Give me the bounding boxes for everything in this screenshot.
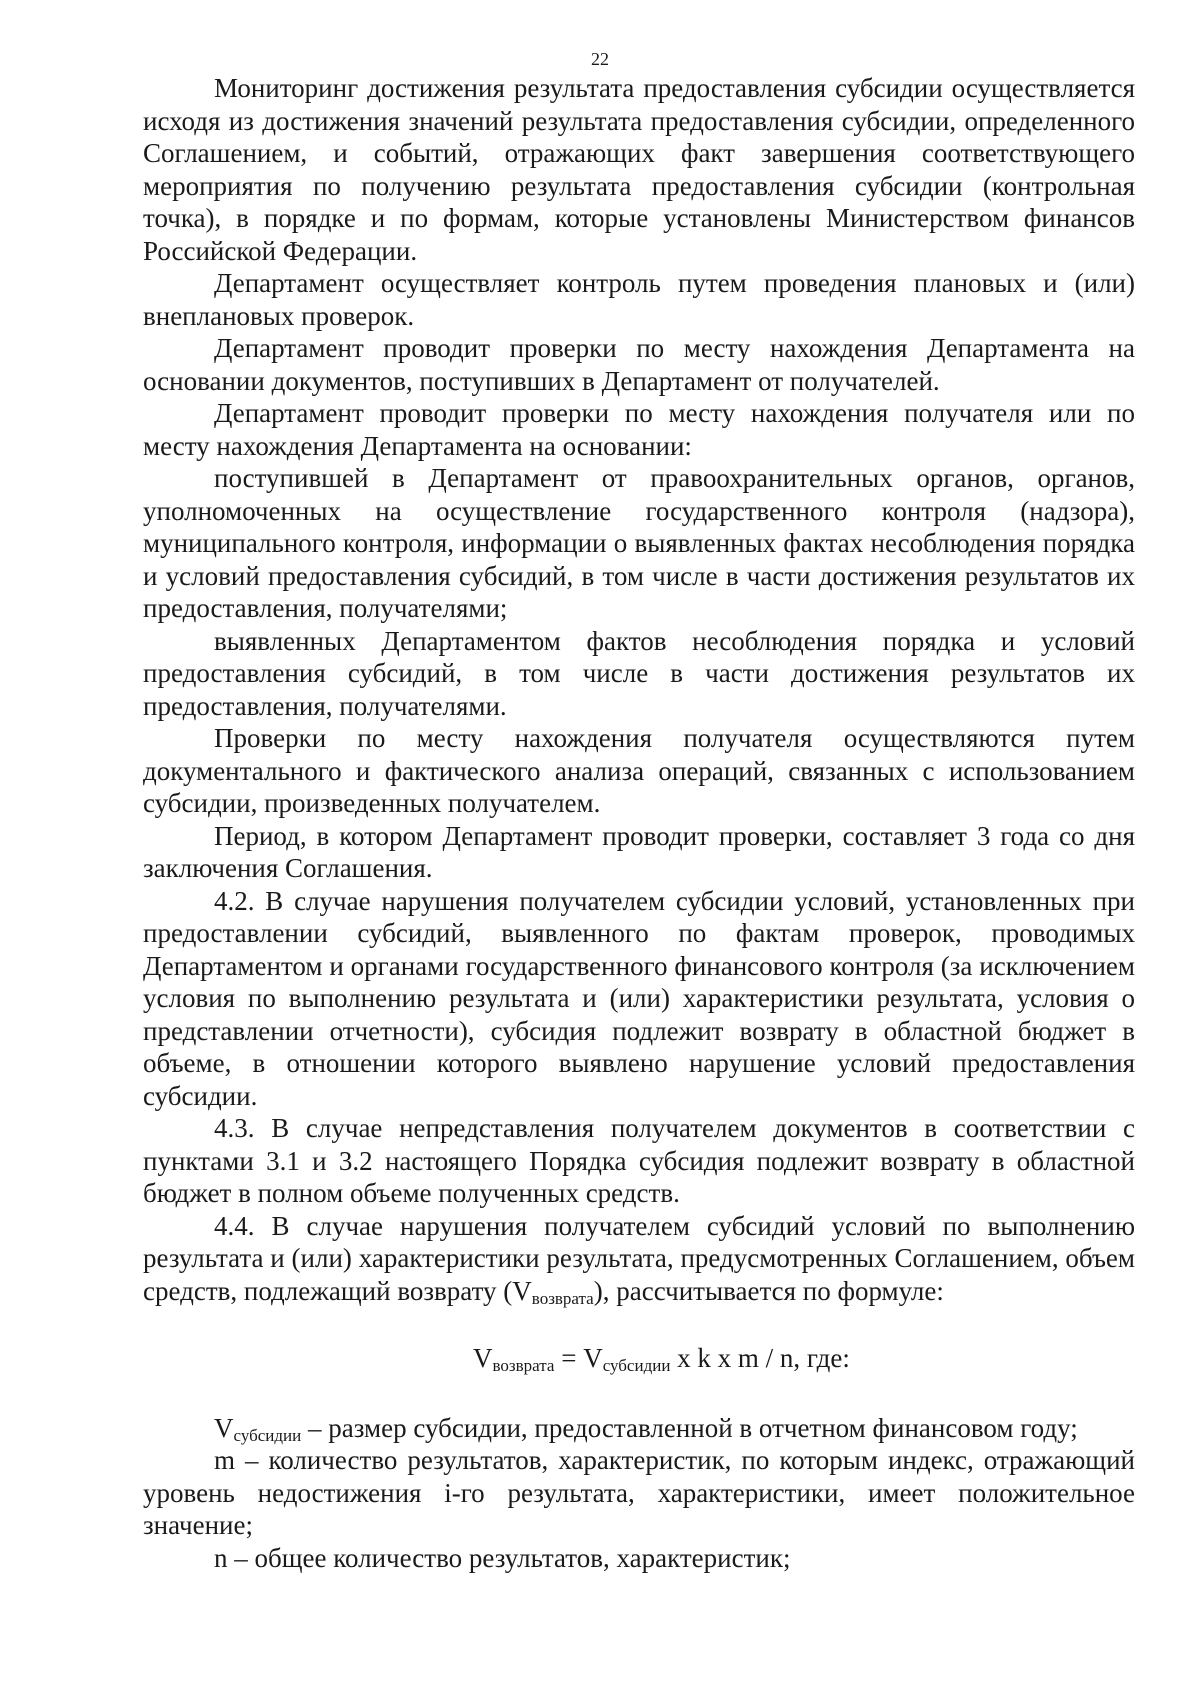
definition-n: n – общее количество результатов, характеристик; (214, 1542, 791, 1573)
paragraph-4-3: 4.3. В случае непредставления получателем документов в соответствии с пунктами 3.1 и 3.2 настоящего Порядка субсидия подлежит возврату в областной бюджет в полном объеме полученных средств. (143, 1113, 1135, 1208)
paragraph-monitoring: Мониторинг достижения результата предоставления субсидии осуществляется исходя из достижения значений результата предоставления субсидии, определенного Соглашением, и событий, отражающих факт завершения соответствующего мероприятия по получению результата предоставления субсидии (контрольная точка), в порядке и по формам, которые установлены Министерством финансов Российской Федерации. (143, 73, 1135, 266)
definition-m: m – количество результатов, характеристик, по которым индекс, отражающий уровень недостижения i-го результата, характеристики, имеет положительное значение; (143, 1445, 1135, 1540)
paragraph-law-enforcement: поступившей в Департамент от правоохранительных органов, органов, уполномоченных на осуществление государственного контроля (надзора), муниципального контроля, информации о выявленных фактах несоблюдения порядка и условий предоставления субсидий, в том числе в части достижения результатов их предоставления, получателями; (143, 463, 1135, 623)
document-body (143, 72, 1135, 1574)
refund-formula: $V_{возврата} = V_{субсидии}$ x k x m / n, где: (473, 1343, 850, 1375)
subscript-vozvrata: возврата (531, 1288, 594, 1308)
paragraph-checks-recipient: Департамент проводит проверки по месту нахождения получателя или по месту нахождения Департамента на основании: (143, 398, 1135, 461)
paragraph-check-period: Период, в котором Департамент проводит проверки, составляет 3 года со дня заключения Соглашения. (143, 820, 1135, 883)
page-number: 22 (591, 49, 609, 69)
definition-v-subsidy: $V_{субсидии}$ – размер субсидии, предоставленной в отчетном финансовом году; (214, 1412, 1078, 1445)
paragraph-on-site-checks: Проверки по месту нахождения получателя осуществляются путем документального и фактического анализа операций, связанных с использованием субсидии, произведенных получателем. (143, 723, 1135, 818)
paragraph-checks-department: Департамент проводит проверки по месту нахождения Департамента на основании документов, поступивших в Департамент от получателей. (143, 333, 1135, 396)
paragraph-control: Департамент осуществляет контроль путем проведения плановых и (или) внеплановых проверок. (143, 268, 1135, 331)
paragraph-violations: выявленных Департаментом фактов несоблюдения порядка и условий предоставления субсидий, в том числе в части достижения результатов их предоставления, получателями. (143, 625, 1135, 721)
paragraph-4-4: 4.4. В случае нарушения получателем субсидий условий по выполнению результата и (или) характеристики результата, предусмотренных Соглашением, объем средств, подлежащий возврату $(V_{возврата})$, рассчитывается по формуле: (143, 1210, 1135, 1308)
paragraph-4-2: 4.2. В случае нарушения получателем субсидии условий, установленных при предоставлении субсидий, выявленного по фактам проверок, проводимых Департаментом и органами государственного финансового контроля (за исключением условия по выполнению результата и (или) характеристики результата, условия о представлении отчетности), субсидия подлежит возврату в областной бюджет в объеме, в отношении которого выявлено нарушение условий предоставления субсидии. (143, 885, 1135, 1111)
